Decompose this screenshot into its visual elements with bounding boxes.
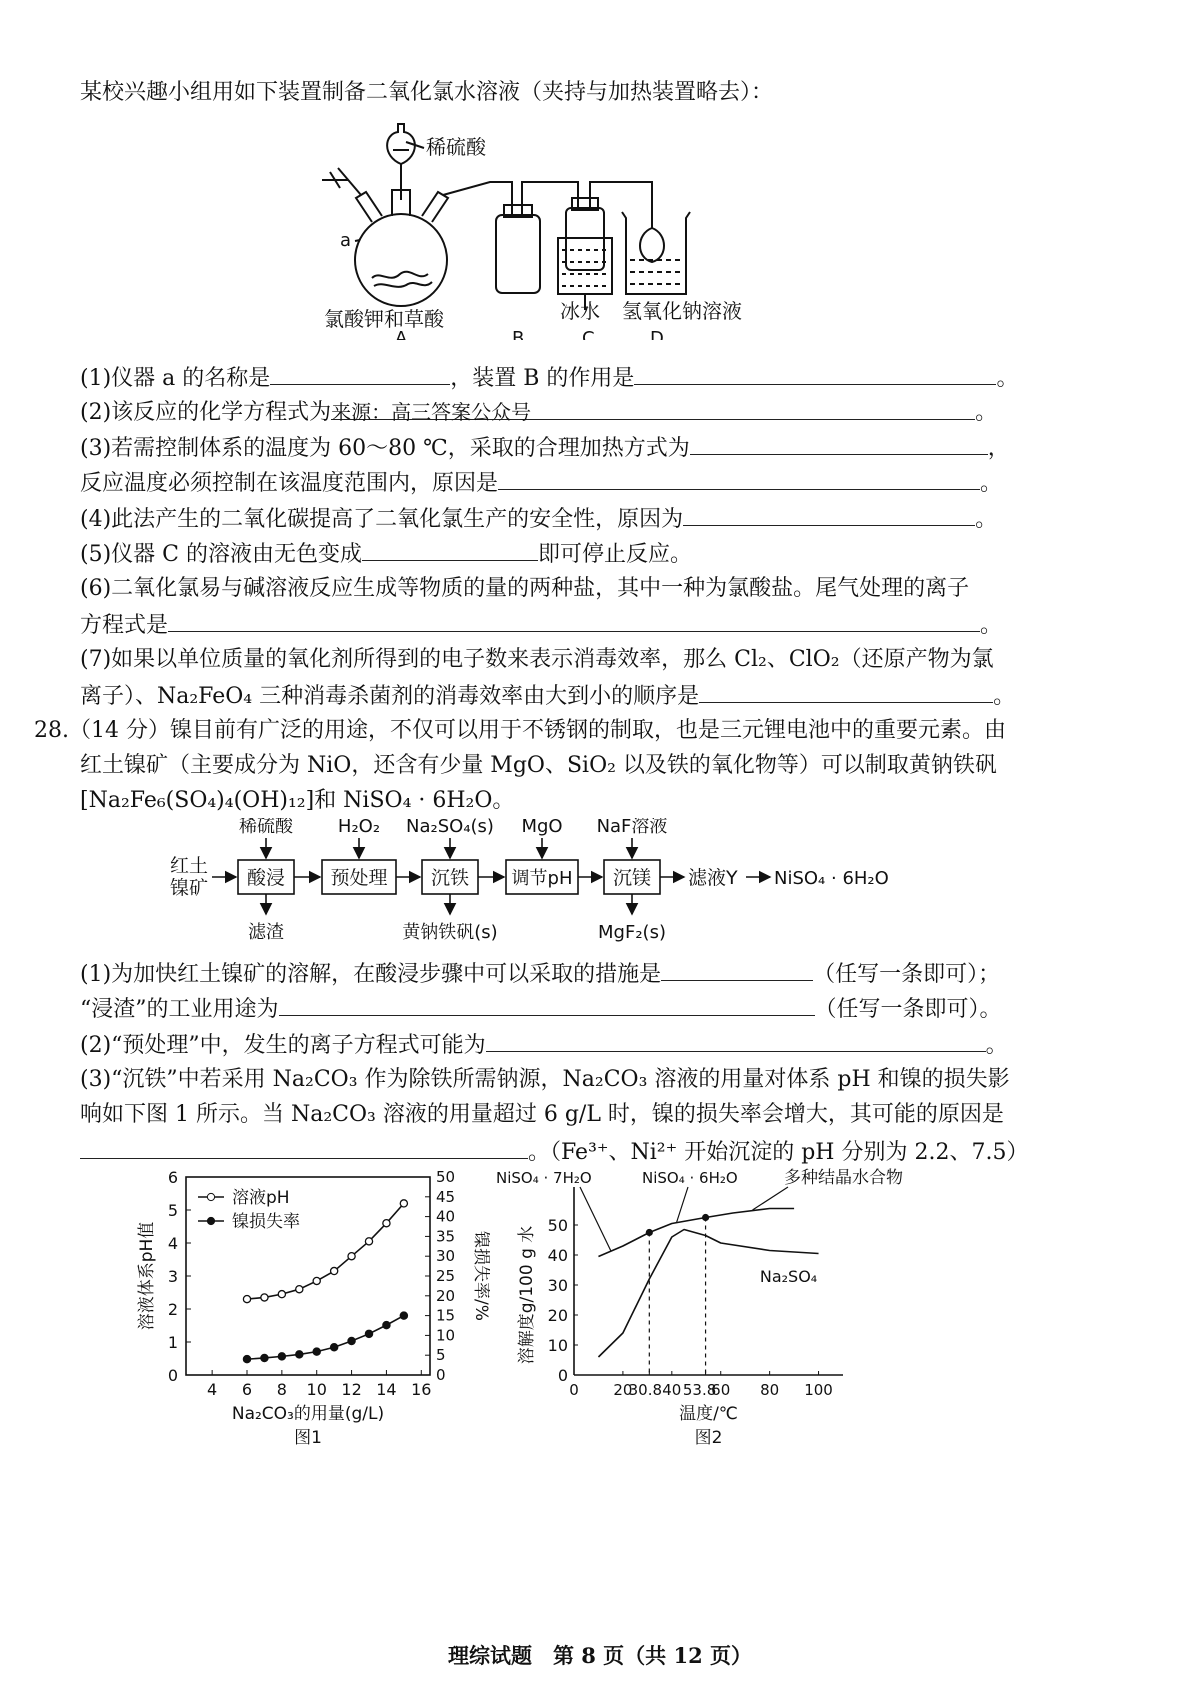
letter-d: D [650,328,664,340]
fig2-leader-line [677,1187,688,1222]
fig1-point-1 [365,1330,372,1337]
fig2-region-label: NiSO₄ · 7H₂O [496,1169,592,1187]
fig2-leader-line [580,1187,611,1251]
flask-label: 氯酸钾和草酸 [324,307,444,331]
beaker-d [622,212,690,294]
fig1-y-left-tick-label: 5 [167,1201,178,1220]
figure-1-chart [130,1165,490,1490]
fig1-point-1 [278,1353,285,1360]
page-footer: 理综试题 第 8 页（共 12 页） [447,1643,753,1668]
fig2-transition-point [646,1229,653,1236]
fig1-y-right-tick-label: 5 [436,1346,446,1365]
problem-28-line-2: 红土镍矿（主要成分为 NiO，还含有少量 MgO、SiO₂ 以及铁的氧化物等）可以制取黄钠铁矾 [80,753,997,778]
fig2-x-tick-label: 80 [760,1381,780,1399]
flask-a [355,214,447,306]
subquestion-1-use: “浸渣”的工业用途为 （任写一条即可）。 [80,993,1002,1025]
reagent-mgo: MgO [521,818,563,837]
fig1-x-tick-label: 6 [241,1380,253,1399]
fig1-x-tick-label: 12 [341,1380,362,1399]
fig1-point-1 [261,1354,268,1361]
fig1-y-right-tick-label: 10 [436,1326,456,1345]
fig1-point-1 [331,1344,338,1351]
figure-1 [130,1165,490,1494]
question-1: (1)仪器 a 的名称是 ，装置 B 的作用是 。 [80,362,1018,394]
fig1-legend-marker [207,1193,214,1200]
apparatus-svg [300,110,780,340]
fig1-point-1 [296,1351,303,1358]
fig1-y-right-tick-label: 50 [436,1168,456,1186]
label-a: a [340,230,352,251]
fig1-point-0 [261,1294,268,1301]
final-product: NiSO₄ · 6H₂O [774,868,889,889]
step-adjust-ph: 调节pH [511,868,573,889]
fig2-leader-line [753,1187,788,1210]
fig1-y-left-tick-label: 1 [167,1333,178,1352]
fig1-caption: 图1 [294,1428,322,1448]
fig2-x-tick-label: 60 [711,1381,731,1399]
fig2-x-tick-label: 20 [613,1381,633,1399]
fig2-x-tick-label: 0 [569,1381,579,1399]
fig1-point-0 [365,1238,372,1245]
product-jarosite: 黄钠铁矾(s) [402,922,498,943]
process-flowchart [160,818,960,962]
fig1-point-1 [243,1356,250,1363]
fig1-y-right-tick-label: 45 [436,1187,456,1206]
question-4: (4)此法产生的二氧化碳提高了二氧化氯生产的安全性，原因为 。 [80,503,997,535]
fig1-y-right-tick-label: 0 [436,1366,446,1384]
fig1-y-left-tick-label: 4 [167,1234,178,1253]
question-6-equation: 方程式是 。 [80,609,1002,641]
fig1-y-right-tick-label: 30 [436,1247,456,1266]
question-3-reason: 反应温度必须控制在该温度范围内，原因是 。 [80,467,1002,499]
fig1-point-0 [331,1267,338,1274]
fig1-point-0 [243,1296,250,1303]
fig2-x-axis-label: 温度/℃ [679,1404,738,1424]
ore-label-2: 镍矿 [170,877,209,899]
fig2-y-tick-label: 30 [547,1276,568,1295]
fig1-point-0 [278,1291,285,1298]
fig2-y-tick-label: 10 [547,1336,568,1355]
fig2-series-label: Na₂SO₄ [759,1267,818,1286]
flowchart-svg [160,818,960,958]
step-pretreat: 预处理 [330,867,388,889]
fig2-x-tick-label: 100 [804,1381,833,1399]
fig1-point-0 [400,1200,407,1207]
fig1-x-tick-label: 8 [276,1380,287,1399]
fig1-plot-frame [186,1177,430,1375]
fig1-x-tick-label: 4 [207,1380,218,1399]
fig1-point-1 [383,1322,390,1329]
question-2: (2)该反应的化学方程式为来源：高三答案公众号 。 [80,397,997,428]
fig1-point-1 [400,1312,407,1319]
problem-28-line-3: [Na₂Fe₆(SO₄)₄(OH)₁₂]和 NiSO₄ · 6H₂O。 [80,788,515,813]
fig1-point-1 [313,1348,320,1355]
question-7-order: 离子）、Na₂FeO₄ 三种消毒杀菌剂的消毒效率由大到小的顺序是 。 [80,680,1015,712]
funnel-label: 稀硫酸 [426,135,486,159]
fig2-y-axis-label: 溶解度g/100 g 水 [517,1225,537,1365]
fig1-y-right-tick-label: 25 [436,1267,456,1285]
fig1-y-right-axis-label: 镍损失率/% [471,1231,490,1321]
subquestion-3-line-3: 。（Fe³⁺、Ni²⁺ 开始沉淀的 pH 分别为 2.2、7.5） [80,1136,1028,1168]
fig2-y-tick-label: 0 [557,1366,568,1385]
fig2-region-label: 多种结晶水合物 [784,1168,903,1188]
reagent-na2so4: Na₂SO₄(s) [406,818,494,837]
subquestion-3: (3)“沉铁”中若采用 Na₂CO₃ 作为除铁所需钠源，Na₂CO₃ 溶液的用量对体系 pH 和镍的损失影 [80,1067,1010,1092]
question-7: (7)如果以单位质量的氧化剂所得到的电子数来表示消毒效率，那么 Cl₂、ClO₂（还原产物为氯 [80,647,994,672]
fig1-y-left-tick-label: 2 [167,1300,178,1319]
fig2-region-label: NiSO₄ · 6H₂O [642,1169,738,1187]
fig1-x-axis-label: Na₂CO₃的用量(g/L) [231,1404,385,1424]
figure-2 [488,1165,948,1494]
fig1-x-tick-label: 14 [376,1380,397,1399]
fig1-y-right-tick-label: 15 [436,1306,456,1325]
naoh-label: 氢氧化钠溶液 [622,299,742,323]
fig1-point-0 [313,1277,320,1284]
ore-label-1: 红土 [170,855,209,877]
fig1-legend-marker [207,1217,214,1224]
fig1-legend-label: 溶液pH [232,1188,290,1208]
fig1-series-line-1 [247,1316,404,1360]
fig1-y-left-tick-label: 0 [167,1366,178,1385]
fig2-caption: 图2 [694,1428,723,1448]
fig2-y-tick-label: 40 [547,1246,568,1265]
question-3: (3)若需控制体系的温度为 60～80 ℃，采取的合理加热方式为 ， [80,432,1010,464]
figure-2-chart [488,1165,948,1490]
fig2-series-line-1 [598,1230,818,1358]
bottle-b [496,215,540,293]
fig1-point-1 [348,1337,355,1344]
question-5: (5)仪器 C 的溶液由无色变成 即可停止反应。 [80,538,692,570]
fig1-y-right-tick-label: 40 [436,1207,456,1226]
question-6: (6)二氧化氯易与碱溶液反应生成等物质的量的两种盐，其中一种为氯酸盐。尾气处理的离子 [80,576,970,601]
reagent-naf: NaF溶液 [596,818,668,837]
fig1-x-tick-label: 16 [411,1380,432,1399]
fig2-y-tick-label: 20 [547,1306,568,1325]
fig1-point-0 [383,1220,390,1227]
fig1-point-0 [348,1253,355,1260]
subquestion-2: (2)“预处理”中，发生的离子方程式可能为 。 [80,1029,1008,1061]
apparatus-diagram [300,110,780,344]
fig1-y-left-axis-label: 溶液体系pH值 [137,1221,157,1331]
fig1-y-right-tick-label: 35 [436,1227,456,1246]
fig1-y-left-tick-label: 6 [167,1168,178,1187]
product-residue: 滤渣 [248,922,284,943]
product-mgf2: MgF₂(s) [598,922,666,943]
fig2-transition-point [702,1214,709,1221]
letter-b: B [512,328,525,340]
fig1-y-left-tick-label: 3 [167,1267,178,1286]
step-remove-iron: 沉铁 [430,867,470,889]
fig1-legend-label: 镍损失率 [232,1212,300,1232]
reagent-h2o2: H₂O₂ [337,818,381,837]
letter-c: C [582,328,595,340]
intro-text: 某校兴趣小组用如下装置制备二氧化氯水溶液（夹持与加热装置略去）： [80,80,774,105]
problem-28-line-1: 28.（14 分）镍目前有广泛的用途，不仅可以用于不锈钢的制取，也是三元锂电池中的重要元素。由 [34,718,1006,743]
fig2-x-tick-label: 40 [662,1381,682,1399]
fig1-point-0 [296,1286,303,1293]
subquestion-1: (1)为加快红土镍矿的溶解，在酸浸步骤中可以采取的措施是 （任写一条即可）； [80,958,1000,990]
step-remove-mg: 沉镁 [612,867,652,889]
filtrate-y: 滤液Y [688,867,738,889]
fig1-y-right-tick-label: 20 [436,1286,456,1305]
fig2-y-tick-label: 50 [547,1216,568,1235]
subquestion-3-line-2: 响如下图 1 所示。当 Na₂CO₃ 溶液的用量超过 6 g/L 时，镍的损失率会增大，其可能的原因是 [80,1102,1004,1127]
letter-a: A [395,328,408,340]
fig2-x-tick-label: 53.8 [682,1381,717,1399]
step-acid-leach: 酸浸 [246,867,286,889]
ice-label: 冰水 [560,299,600,323]
reagent-h2so4: 稀硫酸 [239,818,293,837]
fig2-x-tick-label: 30.8 [628,1381,663,1399]
fig1-x-tick-label: 10 [306,1380,327,1399]
